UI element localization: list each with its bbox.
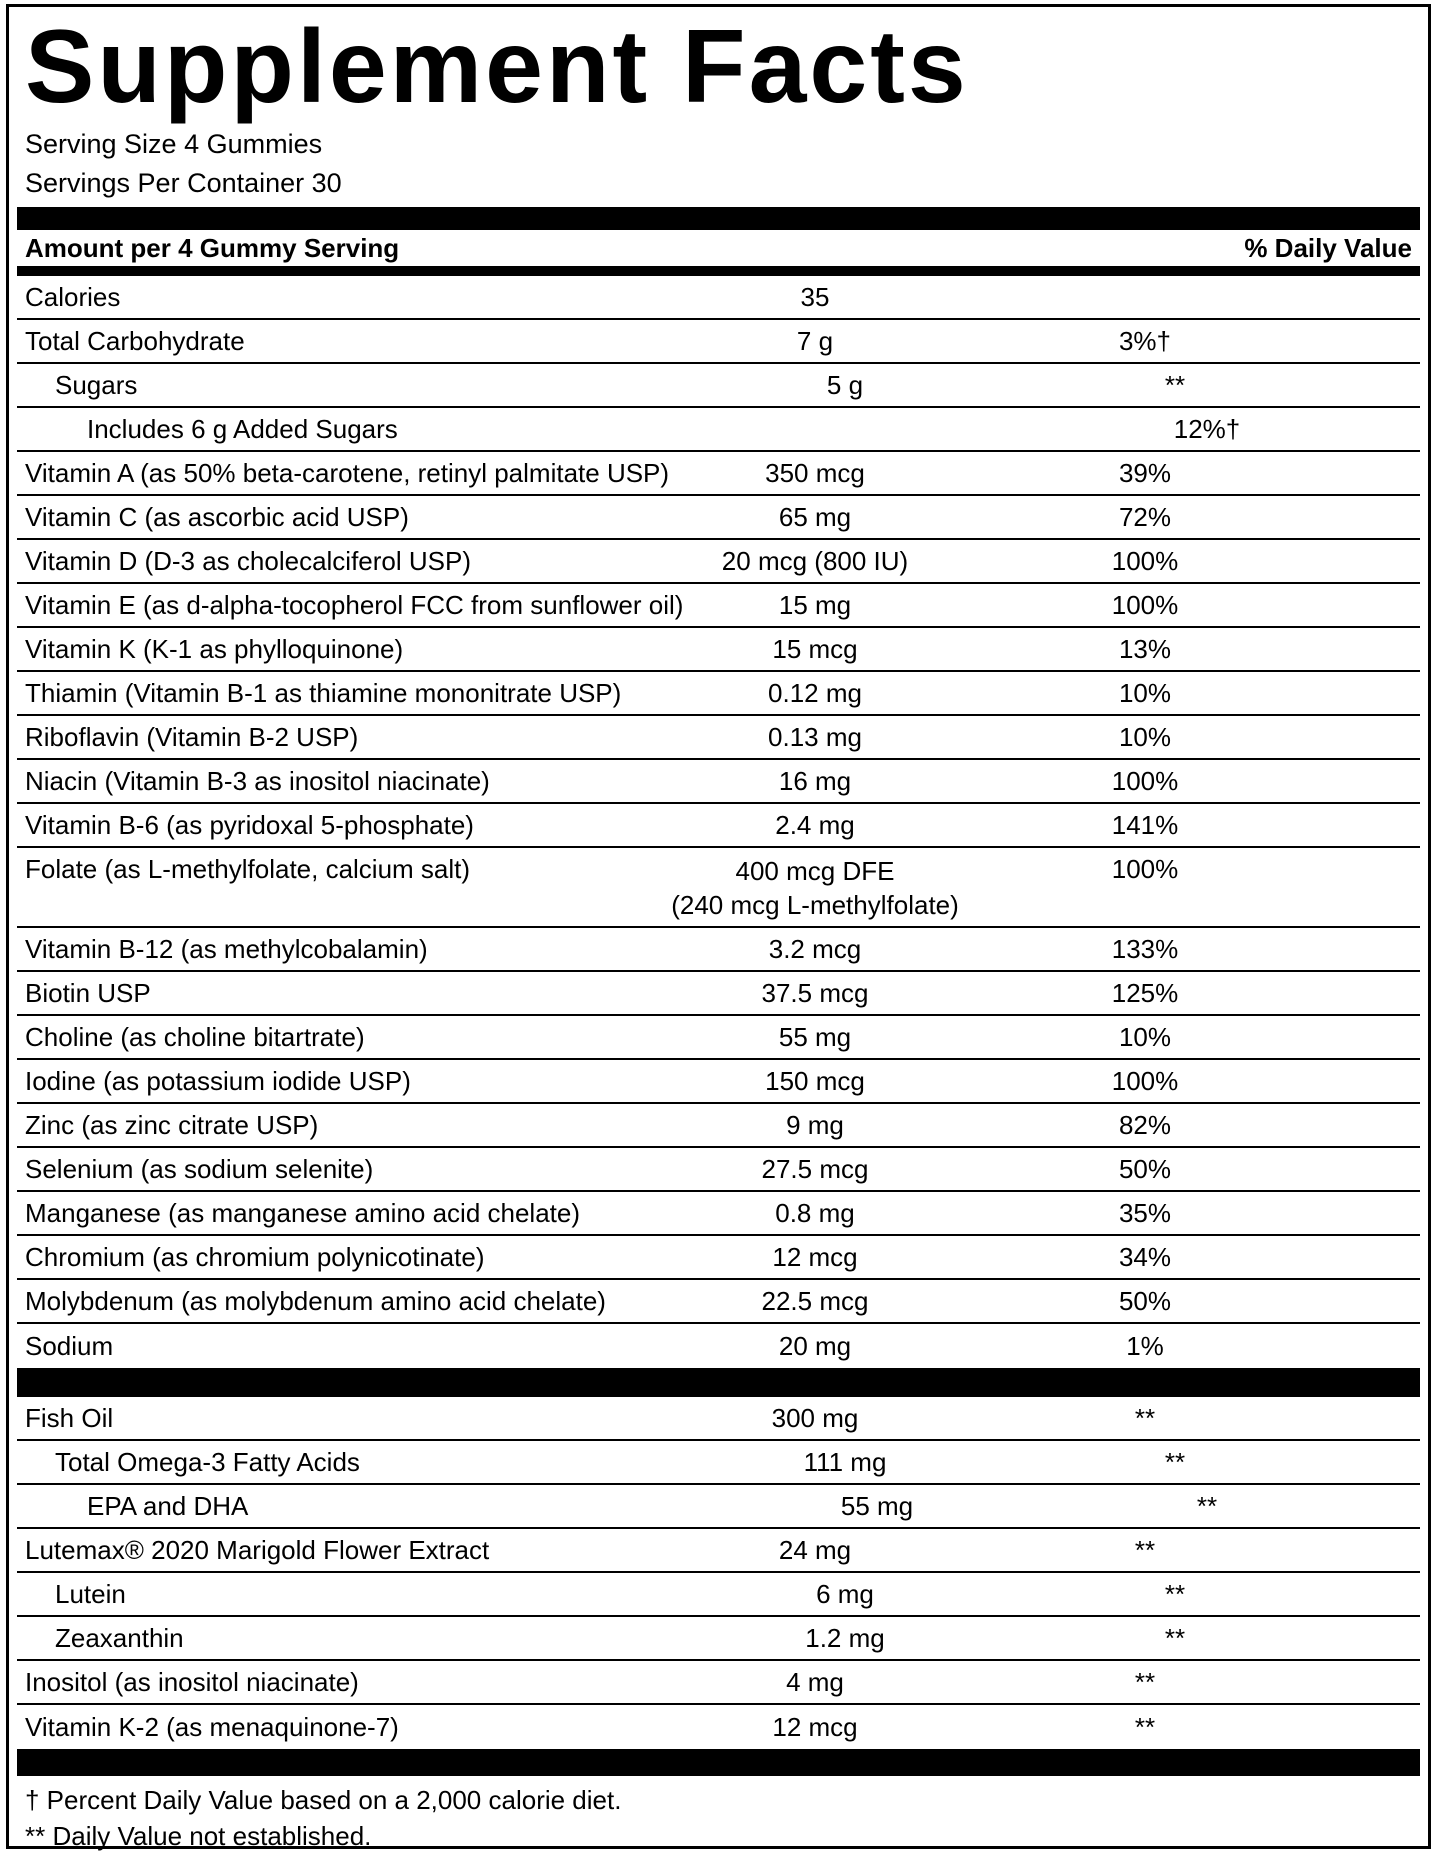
nutrient-amount: 27.5 mcg: [761, 1154, 869, 1184]
table-row: [17, 928, 1420, 972]
thick-divider: [17, 207, 1420, 230]
amount-per-serving-label: Amount per 4 Gummy Serving: [25, 232, 400, 263]
table-row: [17, 584, 1420, 628]
nutrient-name: Sodium: [25, 1330, 114, 1361]
nutrient-dv: 10%: [1118, 721, 1172, 752]
ingredient-amount: 24 mg: [778, 1535, 852, 1565]
nutrient-dv: **: [1164, 369, 1186, 400]
nutrient-name: Molybdenum (as molybdenum amino acid chelate): [25, 1285, 606, 1316]
ingredient-amount: 300 mg: [771, 1403, 859, 1433]
nutrient-name: Sugars: [55, 369, 138, 400]
table-row: [17, 848, 1420, 928]
nutrient-amount: 0.13 mg: [768, 722, 862, 752]
ingredient-dv: **: [1134, 1534, 1156, 1565]
nutrient-amount: 9 mg: [786, 1110, 844, 1140]
nutrient-name: Vitamin E (as d-alpha-tocopherol FCC from sunflower oil): [25, 589, 684, 620]
nutrient-name: Total Carbohydrate: [25, 325, 245, 356]
nutrient-amount: 37.5 mcg: [761, 978, 869, 1008]
ingredient-name: Lutemax® 2020 Marigold Flower Extract: [25, 1534, 490, 1565]
column-header: [9, 230, 1428, 266]
nutrient-amount: 35: [800, 282, 830, 312]
nutrient-dv: 82%: [1118, 1109, 1172, 1140]
nutrient-name: Vitamin C (as ascorbic acid USP): [25, 501, 409, 532]
nutrient-table: [9, 276, 1428, 1368]
table-row: [17, 1148, 1420, 1192]
nutrient-dv: 100%: [1111, 854, 1179, 884]
nutrient-dv: 100%: [1111, 765, 1179, 796]
nutrient-amount: 3.2 mcg: [768, 934, 862, 964]
nutrient-dv: 50%: [1118, 1153, 1172, 1184]
nutrient-dv: 100%: [1111, 589, 1179, 620]
nutrient-amount: 22.5 mcg: [761, 1286, 869, 1316]
table-row: [17, 1705, 1420, 1749]
nutrient-name: Vitamin K (K-1 as phylloquinone): [25, 633, 404, 664]
ingredient-amount: 6 mg: [816, 1579, 874, 1609]
footnote-not-established: ** Daily Value not established.: [25, 1821, 372, 1851]
nutrient-amount: 150 mcg: [765, 1066, 865, 1096]
nutrient-name: Vitamin B-6 (as pyridoxal 5-phosphate): [25, 809, 474, 840]
nutrient-amount: 5 g: [826, 370, 864, 400]
nutrient-dv: 10%: [1118, 677, 1172, 708]
nutrient-name: Vitamin D (D-3 as cholecalciferol USP): [25, 545, 471, 576]
nutrient-name: Includes 6 g Added Sugars: [87, 413, 398, 444]
ingredient-dv: **: [1164, 1446, 1186, 1477]
nutrient-amount: 65 mg: [778, 502, 852, 532]
serving-size: Serving Size 4 Gummies: [25, 129, 323, 159]
table-row: [17, 628, 1420, 672]
nutrient-name: Thiamin (Vitamin B-1 as thiamine mononitrate USP): [25, 677, 622, 708]
serving-info: [9, 125, 1428, 205]
nutrient-dv: 35%: [1118, 1197, 1172, 1228]
table-row: [17, 1016, 1420, 1060]
table-row: [17, 452, 1420, 496]
nutrient-dv: 3%†: [1118, 325, 1172, 356]
nutrient-name: Niacin (Vitamin B-3 as inositol niacinate): [25, 765, 490, 796]
nutrient-dv: 125%: [1111, 977, 1179, 1008]
table-row: [17, 760, 1420, 804]
table-row: [17, 540, 1420, 584]
nutrient-dv: 50%: [1118, 1285, 1172, 1316]
table-row: [17, 716, 1420, 760]
table-row: [17, 276, 1420, 320]
ingredient-name: Fish Oil: [25, 1402, 114, 1433]
table-row: [17, 672, 1420, 716]
table-row: [17, 320, 1420, 364]
nutrient-dv: 133%: [1111, 933, 1179, 964]
table-row: [17, 1617, 1420, 1661]
nutrient-dv: 72%: [1118, 501, 1172, 532]
footer-divider: [17, 1749, 1420, 1776]
ingredient-dv: **: [1134, 1666, 1156, 1697]
nutrient-amount: 0.12 mg: [768, 678, 862, 708]
nutrient-name: Riboflavin (Vitamin B-2 USP): [25, 721, 359, 752]
ingredient-dv: **: [1134, 1711, 1156, 1742]
ingredient-name: Inositol (as inositol niacinate): [25, 1666, 359, 1697]
table-row: [17, 1441, 1420, 1485]
ingredient-dv: **: [1164, 1622, 1186, 1653]
nutrient-amount: 7 g: [796, 326, 834, 356]
nutrient-amount: 16 mg: [778, 766, 852, 796]
nutrient-amount: 20 mcg (800 IU): [721, 546, 909, 576]
nutrient-name: Biotin USP: [25, 977, 151, 1008]
table-row: [17, 1397, 1420, 1441]
nutrient-name: Choline (as choline bitartrate): [25, 1021, 365, 1052]
ingredient-amount: 1.2 mg: [805, 1623, 885, 1653]
ingredient-dv: **: [1164, 1578, 1186, 1609]
nutrient-name: Vitamin A (as 50% beta-carotene, retinyl palmitate USP): [25, 457, 670, 488]
other-ingredients-table: [9, 1397, 1428, 1749]
nutrient-dv: 100%: [1111, 545, 1179, 576]
nutrient-amount: 0.8 mg: [775, 1198, 855, 1228]
nutrient-amount: 20 mg: [778, 1331, 852, 1361]
ingredient-amount: 111 mg: [803, 1447, 887, 1477]
nutrient-name: Manganese (as manganese amino acid chelate): [25, 1197, 581, 1228]
nutrient-dv: 13%: [1118, 633, 1172, 664]
table-row: [17, 364, 1420, 408]
nutrient-name: Zinc (as zinc citrate USP): [25, 1109, 319, 1140]
section-divider: [17, 1368, 1420, 1397]
ingredient-name: Zeaxanthin: [55, 1622, 184, 1653]
nutrient-amount: 350 mcg: [765, 458, 865, 488]
ingredient-name: Lutein: [55, 1578, 126, 1609]
nutrient-dv: 141%: [1111, 809, 1179, 840]
nutrient-name: Vitamin B-12 (as methylcobalamin): [25, 933, 428, 964]
nutrient-amount: 400 mcg DFE (240 mcg L-methylfolate): [671, 856, 959, 920]
nutrient-name: Iodine (as potassium iodide USP): [25, 1065, 411, 1096]
medium-divider: [17, 266, 1420, 276]
ingredient-amount: 55 mg: [840, 1491, 914, 1521]
table-row: [17, 496, 1420, 540]
supplement-facts-panel: [6, 4, 1431, 1849]
table-row: [17, 1236, 1420, 1280]
ingredient-amount: 12 mcg: [772, 1712, 858, 1742]
table-row: [17, 1485, 1420, 1529]
nutrient-amount: 15 mcg: [772, 634, 858, 664]
ingredient-dv: **: [1196, 1490, 1218, 1521]
nutrient-amount: 2.4 mg: [775, 810, 855, 840]
nutrient-name: Calories: [25, 281, 121, 312]
table-row: [17, 804, 1420, 848]
ingredient-dv: **: [1134, 1402, 1156, 1433]
nutrient-dv: 12%†: [1173, 413, 1241, 444]
nutrient-dv: 1%: [1126, 1330, 1164, 1361]
table-row: [17, 972, 1420, 1016]
nutrient-dv: 100%: [1111, 1065, 1179, 1096]
table-row: [17, 408, 1420, 452]
nutrient-amount: 15 mg: [778, 590, 852, 620]
table-row: [17, 1060, 1420, 1104]
table-row: [17, 1529, 1420, 1573]
nutrient-name: Folate (as L-methylfolate, calcium salt): [25, 854, 471, 884]
ingredient-name: Total Omega-3 Fatty Acids: [55, 1446, 360, 1477]
table-row: [17, 1104, 1420, 1148]
nutrient-dv: 10%: [1118, 1021, 1172, 1052]
table-row: [17, 1192, 1420, 1236]
nutrient-amount: 12 mcg: [772, 1242, 858, 1272]
nutrient-dv: 39%: [1118, 457, 1172, 488]
nutrient-name: Chromium (as chromium polynicotinate): [25, 1241, 485, 1272]
footnote-percent-dv: † Percent Daily Value based on a 2,000 calorie diet.: [25, 1785, 622, 1815]
ingredient-name: Vitamin K-2 (as menaquinone-7): [25, 1711, 399, 1742]
nutrient-name: Selenium (as sodium selenite): [25, 1153, 374, 1184]
nutrient-dv: 34%: [1118, 1241, 1172, 1272]
table-row: [17, 1324, 1420, 1368]
table-row: [17, 1573, 1420, 1617]
table-row: [17, 1661, 1420, 1705]
panel-title: Supplement Facts: [25, 9, 969, 125]
nutrient-amount: 55 mg: [778, 1022, 852, 1052]
ingredient-amount: 4 mg: [786, 1667, 844, 1697]
daily-value-label: % Daily Value: [1244, 232, 1412, 263]
servings-per-container: Servings Per Container 30: [25, 168, 342, 198]
table-row: [17, 1280, 1420, 1324]
ingredient-name: EPA and DHA: [87, 1490, 249, 1521]
